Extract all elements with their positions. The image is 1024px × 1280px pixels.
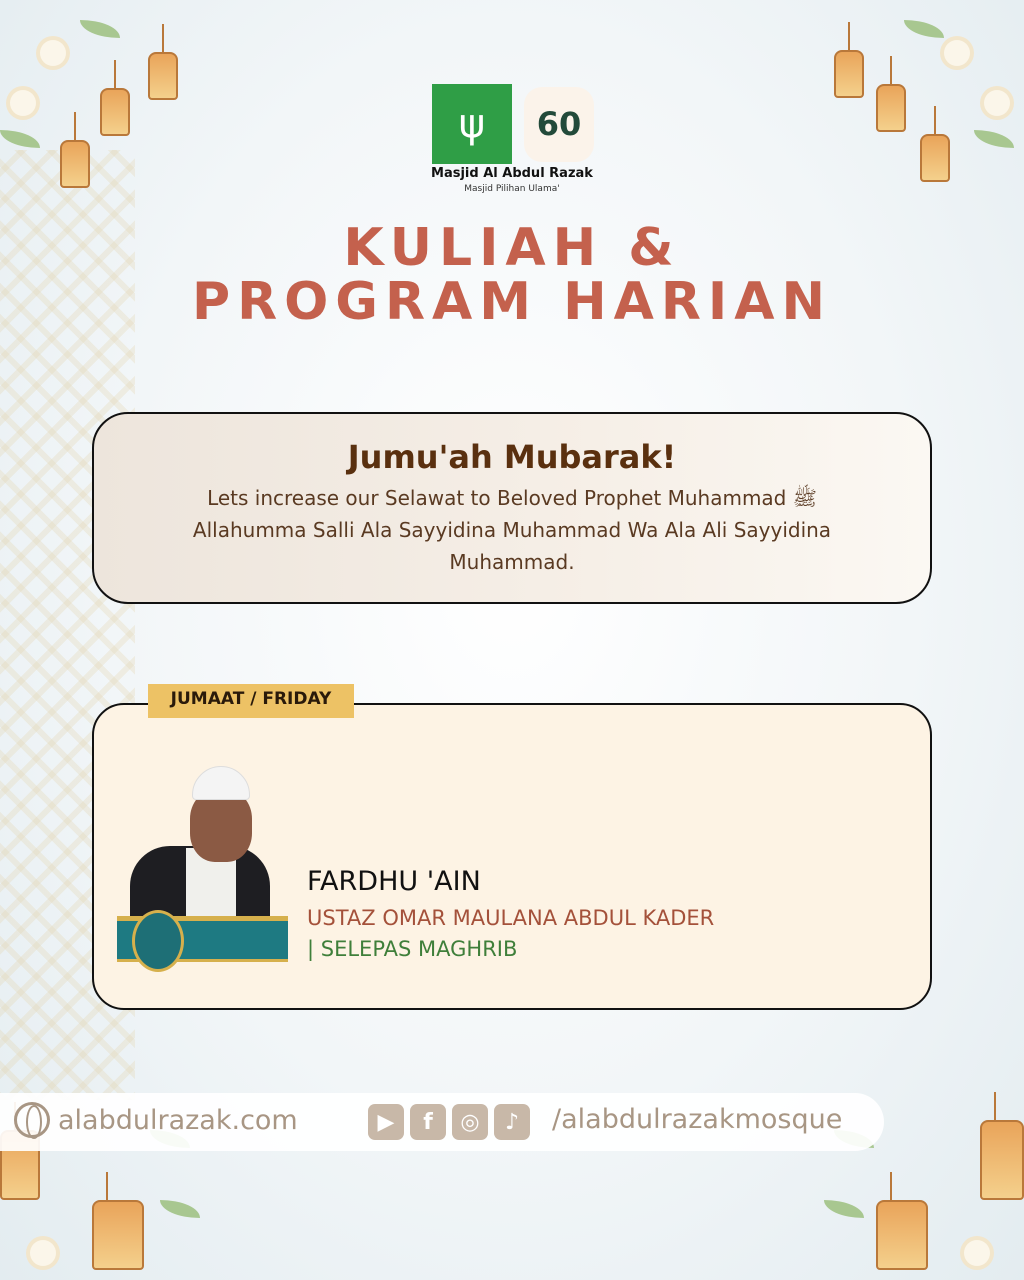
program-time: | SELEPAS MAGHRIB [307,937,518,961]
anniversary-logo: 60 [524,87,594,162]
page-title-line1: KULIAH & [343,218,681,278]
program-name: FARDHU 'AIN [307,866,481,897]
speaker-photo [130,766,270,918]
instagram-icon[interactable]: ◎ [452,1104,488,1140]
brand-name: Masjid Al Abdul Razak [431,166,593,181]
speaker-name: USTAZ OMAR MAULANA ABDUL KADER [307,906,715,930]
social-handle[interactable]: /alabdulrazakmosque [552,1104,843,1135]
floral-lantern-decoration-top-left [0,0,230,190]
youtube-icon[interactable]: ▶ [368,1104,404,1140]
geometric-medallion-icon [132,910,184,972]
greeting-card [92,412,932,604]
greeting-heading: Jumu'ah Mubarak! [347,438,677,476]
day-tag: JUMAAT / FRIDAY [148,684,354,718]
social-icons [368,1104,530,1140]
facebook-icon[interactable]: f [410,1104,446,1140]
mosque-logo: ψ [432,84,512,164]
brand-tagline: Masjid Pilihan Ulama' [464,184,560,194]
tiktok-icon[interactable]: ♪ [494,1104,530,1140]
logo-group [432,84,594,164]
greeting-body: Lets increase our Selawat to Beloved Prophet Muhammad ﷺ Allahumma Salli Ala Sayyidina Muhammad Wa Ala Ali Sayyidina Muhammad. [192,486,832,574]
website-text: alabdulrazak.com [58,1104,298,1136]
page-title-line2: PROGRAM HARIAN [191,272,833,332]
globe-icon [14,1102,50,1138]
floral-lantern-decoration-top-right [794,0,1024,190]
website-link[interactable] [14,1102,298,1138]
